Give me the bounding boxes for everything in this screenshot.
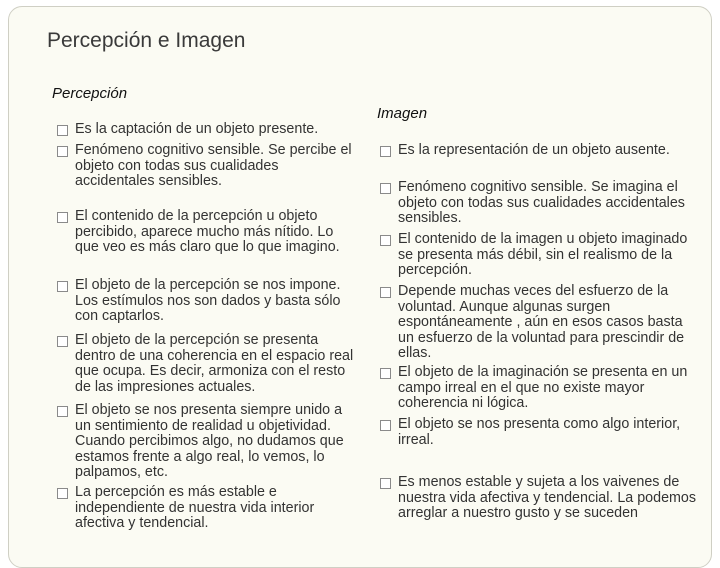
bullet-box-icon — [380, 368, 391, 379]
heading-percepcion: Percepción — [52, 85, 128, 102]
imagen-bullet: Es la representación de un objeto ausente. — [380, 143, 700, 159]
slide-title: Percepción e Imagen — [47, 29, 246, 52]
bullet-box-icon — [380, 146, 391, 157]
percepcion-bullet: Es la captación de un objeto presente. — [57, 122, 357, 138]
bullet-box-icon — [57, 406, 68, 417]
percepcion-bullet: El objeto se nos presenta siempre unido a un sentimiento de realidad u objetividad. Cuando percibimos algo, no dudamos que estamos frente a algo real, lo vemos, lo palpamos, etc. — [57, 403, 357, 481]
imagen-bullet: Depende muchas veces del esfuerzo de la voluntad. Aunque algunas surgen espontáneamente , aún en esos casos basta un esfuerzo de la voluntad para prescindir de ellas. — [380, 284, 700, 362]
imagen-bullet: El contenido de la imagen u objeto imaginado se presenta más débil, sin el realismo de la percepción. — [380, 232, 700, 279]
bullet-box-icon — [380, 478, 391, 489]
bullet-box-icon — [57, 212, 68, 223]
bullet-box-icon — [57, 125, 68, 136]
imagen-bullet: Es menos estable y sujeta a los vaivenes de nuestra vida afectiva y tendencial. La podemos arreglar a nuestro gusto y se suceden — [380, 475, 700, 522]
bullet-box-icon — [57, 488, 68, 499]
bullet-box-icon — [380, 420, 391, 431]
bullet-box-icon — [57, 281, 68, 292]
bullet-box-icon — [380, 235, 391, 246]
bullet-box-icon — [380, 287, 391, 298]
percepcion-bullet: Fenómeno cognitivo sensible. Se percibe el objeto con todas sus cualidades accidentales sensibles. — [57, 143, 357, 190]
percepcion-bullet: El objeto de la percepción se presenta dentro de una coherencia en el espacio real que ocupa. Es decir, armoniza con el resto de las impresiones actuales. — [57, 333, 357, 395]
bullet-box-icon — [57, 336, 68, 347]
imagen-bullet: El objeto se nos presenta como algo interior, irreal. — [380, 417, 700, 448]
bullet-box-icon — [380, 183, 391, 194]
slide — [8, 6, 712, 568]
bullet-box-icon — [57, 146, 68, 157]
imagen-bullet: El objeto de la imaginación se presenta en un campo irreal en el que no existe mayor coherencia ni lógica. — [380, 365, 700, 412]
imagen-bullet: Fenómeno cognitivo sensible. Se imagina el objeto con todas sus cualidades accidentales sensibles. — [380, 180, 700, 227]
percepcion-bullet: El contenido de la percepción u objeto percibido, aparece mucho más nítido. Lo que veo es más claro que lo que imagino. — [57, 209, 357, 256]
percepcion-bullet: El objeto de la percepción se nos impone. Los estímulos nos son dados y basta sólo con captarlos. — [57, 278, 357, 325]
percepcion-bullet: La percepción es más estable e independiente de nuestra vida interior afectiva y tendencial. — [57, 485, 357, 532]
heading-imagen: Imagen — [377, 105, 428, 122]
